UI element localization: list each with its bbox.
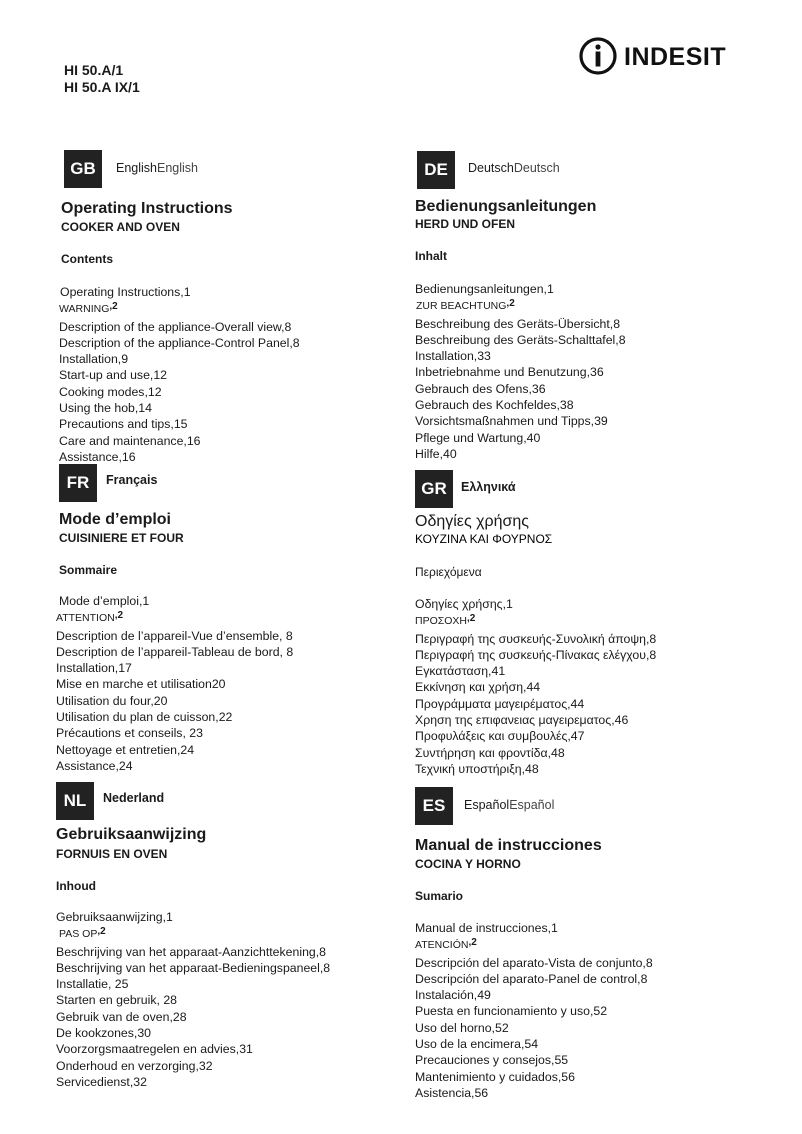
toc-item: Care and maintenance,16 <box>59 433 201 448</box>
toc-item: Bedienungsanleitungen,1 <box>415 282 554 296</box>
toc-item: Beschreibung des Geräts-Schalttafel,8 <box>415 332 626 347</box>
brand-logo <box>578 36 730 76</box>
toc-nl <box>56 909 330 1090</box>
toc-item: Installation,9 <box>59 352 129 367</box>
lang-name-gb: EnglishEnglish <box>116 161 198 175</box>
toc-item: Descripción del aparato-Panel de control,8 <box>415 971 648 986</box>
toc-item: Precauciones y consejos,55 <box>415 1053 569 1068</box>
toc-item: Cooking modes,12 <box>59 384 162 399</box>
toc-item: Τεχνική υποστήριξη,48 <box>415 761 539 776</box>
model-number-2: HI 50.A IX/1 <box>64 79 140 95</box>
toc-item: Περιγραφή της συσκευής-Συνολική άποψη,8 <box>415 631 657 646</box>
toc-item: Pflege und Wartung,40 <box>415 430 541 445</box>
toc-item: Nettoyage et entretien,24 <box>56 742 195 757</box>
toc-fr <box>56 593 293 774</box>
toc-item: Description de l’appareil-Vue d’ensemble, 8 <box>56 628 293 643</box>
toc-item: Προγράμματα μαγειρέματος,44 <box>415 696 585 711</box>
section-subtitle-gr: ΚΟΥΖΙΝΑ ΚΑΙ ΦΟΥΡΝΟΣ <box>415 532 553 546</box>
toc-item: Uso del horno,52 <box>415 1020 509 1035</box>
toc-item: Hilfe,40 <box>415 446 457 461</box>
toc-item: Mantenimiento y cuidados,56 <box>415 1069 575 1084</box>
toc-de <box>415 281 626 462</box>
toc-item: Installation,33 <box>415 349 491 364</box>
toc-item: Puesta en funcionamiento y uso,52 <box>415 1004 608 1019</box>
toc-item: Assistance,24 <box>56 758 133 773</box>
toc-item: Starten en gebruik, 28 <box>56 993 177 1008</box>
toc-item: De kookzones,30 <box>56 1026 152 1041</box>
lang-name-es: EspañolEspañol <box>464 798 555 812</box>
toc-item: Gebruik van de oven,28 <box>56 1009 187 1024</box>
toc-item: Εκκίνηση και χρήση,44 <box>415 680 541 695</box>
toc-item: Beschreibung des Geräts-Übersicht,8 <box>415 316 621 331</box>
toc-item-warning: $ATTENTION^{,2}$ <box>56 610 124 625</box>
section-subtitle-de: HERD UND OFEN <box>415 217 516 231</box>
indesit-logo-icon <box>578 36 620 76</box>
toc-item: Uso de la encimera,54 <box>415 1037 539 1052</box>
toc-item: Inbetriebnahme und Benutzung,36 <box>415 365 604 380</box>
toc-item: Εγκατάσταση,41 <box>415 664 506 679</box>
lang-badge-fr: FR <box>59 464 97 502</box>
lang-badge-gb: GB <box>64 150 102 188</box>
toc-item: Servicedienst,32 <box>56 1074 147 1089</box>
lang-badge-de: DE <box>417 151 455 189</box>
toc-item-warning: $WARNING^{,2}$ <box>59 301 118 316</box>
toc-item: Description of the appliance-Control Panel,8 <box>59 335 300 350</box>
toc-item: Gebruiksaanwijzing,1 <box>56 910 173 924</box>
toc-item: Gebrauch des Kochfeldes,38 <box>415 398 574 413</box>
contents-heading-de: Inhalt <box>415 249 447 263</box>
toc-item-warning: $ATENCIÓN^{,2}$ <box>415 937 477 952</box>
toc-item: Start-up and use,12 <box>59 368 168 383</box>
toc-item: Operating Instructions,1 <box>60 285 191 299</box>
lang-name-fr: Français <box>106 473 158 487</box>
toc-item: Beschrijving van het apparaat-Bedieningspaneel,8 <box>56 960 331 975</box>
toc-item-warning: $\Pi PO\Sigma OXH^{,2}$ <box>415 613 476 628</box>
section-subtitle-nl: FORNUIS EN OVEN <box>56 847 168 861</box>
model-number-1: HI 50.A/1 <box>64 62 124 78</box>
toc-item: Mode d’emploi,1 <box>59 594 150 608</box>
lang-name-nl: Nederland <box>103 791 165 805</box>
toc-item: Συντήρηση και φροντίδα,48 <box>415 745 565 760</box>
toc-item: Description de l’appareil-Tableau de bord, 8 <box>56 644 294 659</box>
toc-item: Installation,17 <box>56 661 132 676</box>
toc-item: Οδηγίες χρήσης,1 <box>415 597 513 611</box>
toc-item: Manual de instrucciones,1 <box>415 921 558 935</box>
section-title-es: Manual de instrucciones <box>415 837 602 854</box>
toc-item-warning: ZUR $BEACHTUNG^{,2}$ <box>416 298 515 313</box>
toc-item: Gebrauch des Ofens,36 <box>415 381 546 396</box>
contents-heading-gr: Περιεχόμενα <box>415 565 482 579</box>
lang-name-de: DeutschDeutsch <box>468 161 560 175</box>
section-subtitle-gb: COOKER AND OVEN <box>61 220 180 234</box>
toc-item: Description of the appliance-Overall view,8 <box>59 319 292 334</box>
toc-item: Utilisation du plan de cuisson,22 <box>56 710 233 725</box>
toc-item: Using the hob,14 <box>59 401 152 416</box>
toc-item: Beschrijving van het apparaat-Aanzichttekening,8 <box>56 944 327 959</box>
toc-item: Χρηση της επιφανειας μαγειρεματος,46 <box>415 713 629 728</box>
toc-item: Assistance,16 <box>59 449 136 464</box>
toc-item: Installatie, 25 <box>56 977 129 992</box>
toc-gr <box>415 596 656 777</box>
section-title-nl: Gebruiksaanwijzing <box>56 826 207 843</box>
toc-item: Voorzorgsmaatregelen en advies,31 <box>56 1042 253 1057</box>
brand-name: INDESIT <box>624 43 727 71</box>
toc-item: Περιγραφή της συσκευής-Πίνακας ελέγχου,8 <box>415 647 657 662</box>
contents-heading-nl: Inhoud <box>56 879 96 893</box>
toc-item: Précautions et conseils, 23 <box>56 726 203 741</box>
section-title-gr: Οδηγίες χρήσης <box>415 513 529 530</box>
section-subtitle-fr: CUISINIERE ET FOUR <box>59 531 184 545</box>
contents-heading-gb: Contents <box>61 252 113 266</box>
lang-badge-nl: NL <box>56 782 94 820</box>
lang-badge-gr: GR <box>415 470 453 508</box>
toc-item-warning: PAS $OP^{,2}$ <box>59 926 106 941</box>
toc-item: Onderhoud en verzorging,32 <box>56 1058 213 1073</box>
section-title-gb: Operating Instructions <box>61 200 233 217</box>
lang-badge-es: ES <box>415 787 453 825</box>
toc-item: Asistencia,56 <box>415 1085 489 1100</box>
section-subtitle-es: COCINA Y HORNO <box>415 857 521 871</box>
toc-item: Mise en marche et utilisation20 <box>56 677 226 692</box>
section-title-fr: Mode d’emploi <box>59 511 171 528</box>
contents-heading-fr: Sommaire <box>59 563 118 577</box>
toc-es <box>415 920 653 1101</box>
toc-item: Instalación,49 <box>415 988 491 1003</box>
toc-item: Utilisation du four,20 <box>56 693 168 708</box>
contents-heading-es: Sumario <box>415 889 464 903</box>
toc-item: Precautions and tips,15 <box>59 417 188 432</box>
toc-gb <box>59 284 300 465</box>
toc-item: Vorsichtsmaßnahmen und Tipps,39 <box>415 414 608 429</box>
lang-name-gr: Ελληνικά <box>461 480 516 494</box>
toc-item: Descripción del aparato-Vista de conjunto,8 <box>415 955 653 970</box>
section-title-de: Bedienungsanleitungen <box>415 198 597 215</box>
toc-item: Προφυλάξεις και συμβουλές,47 <box>415 729 585 744</box>
